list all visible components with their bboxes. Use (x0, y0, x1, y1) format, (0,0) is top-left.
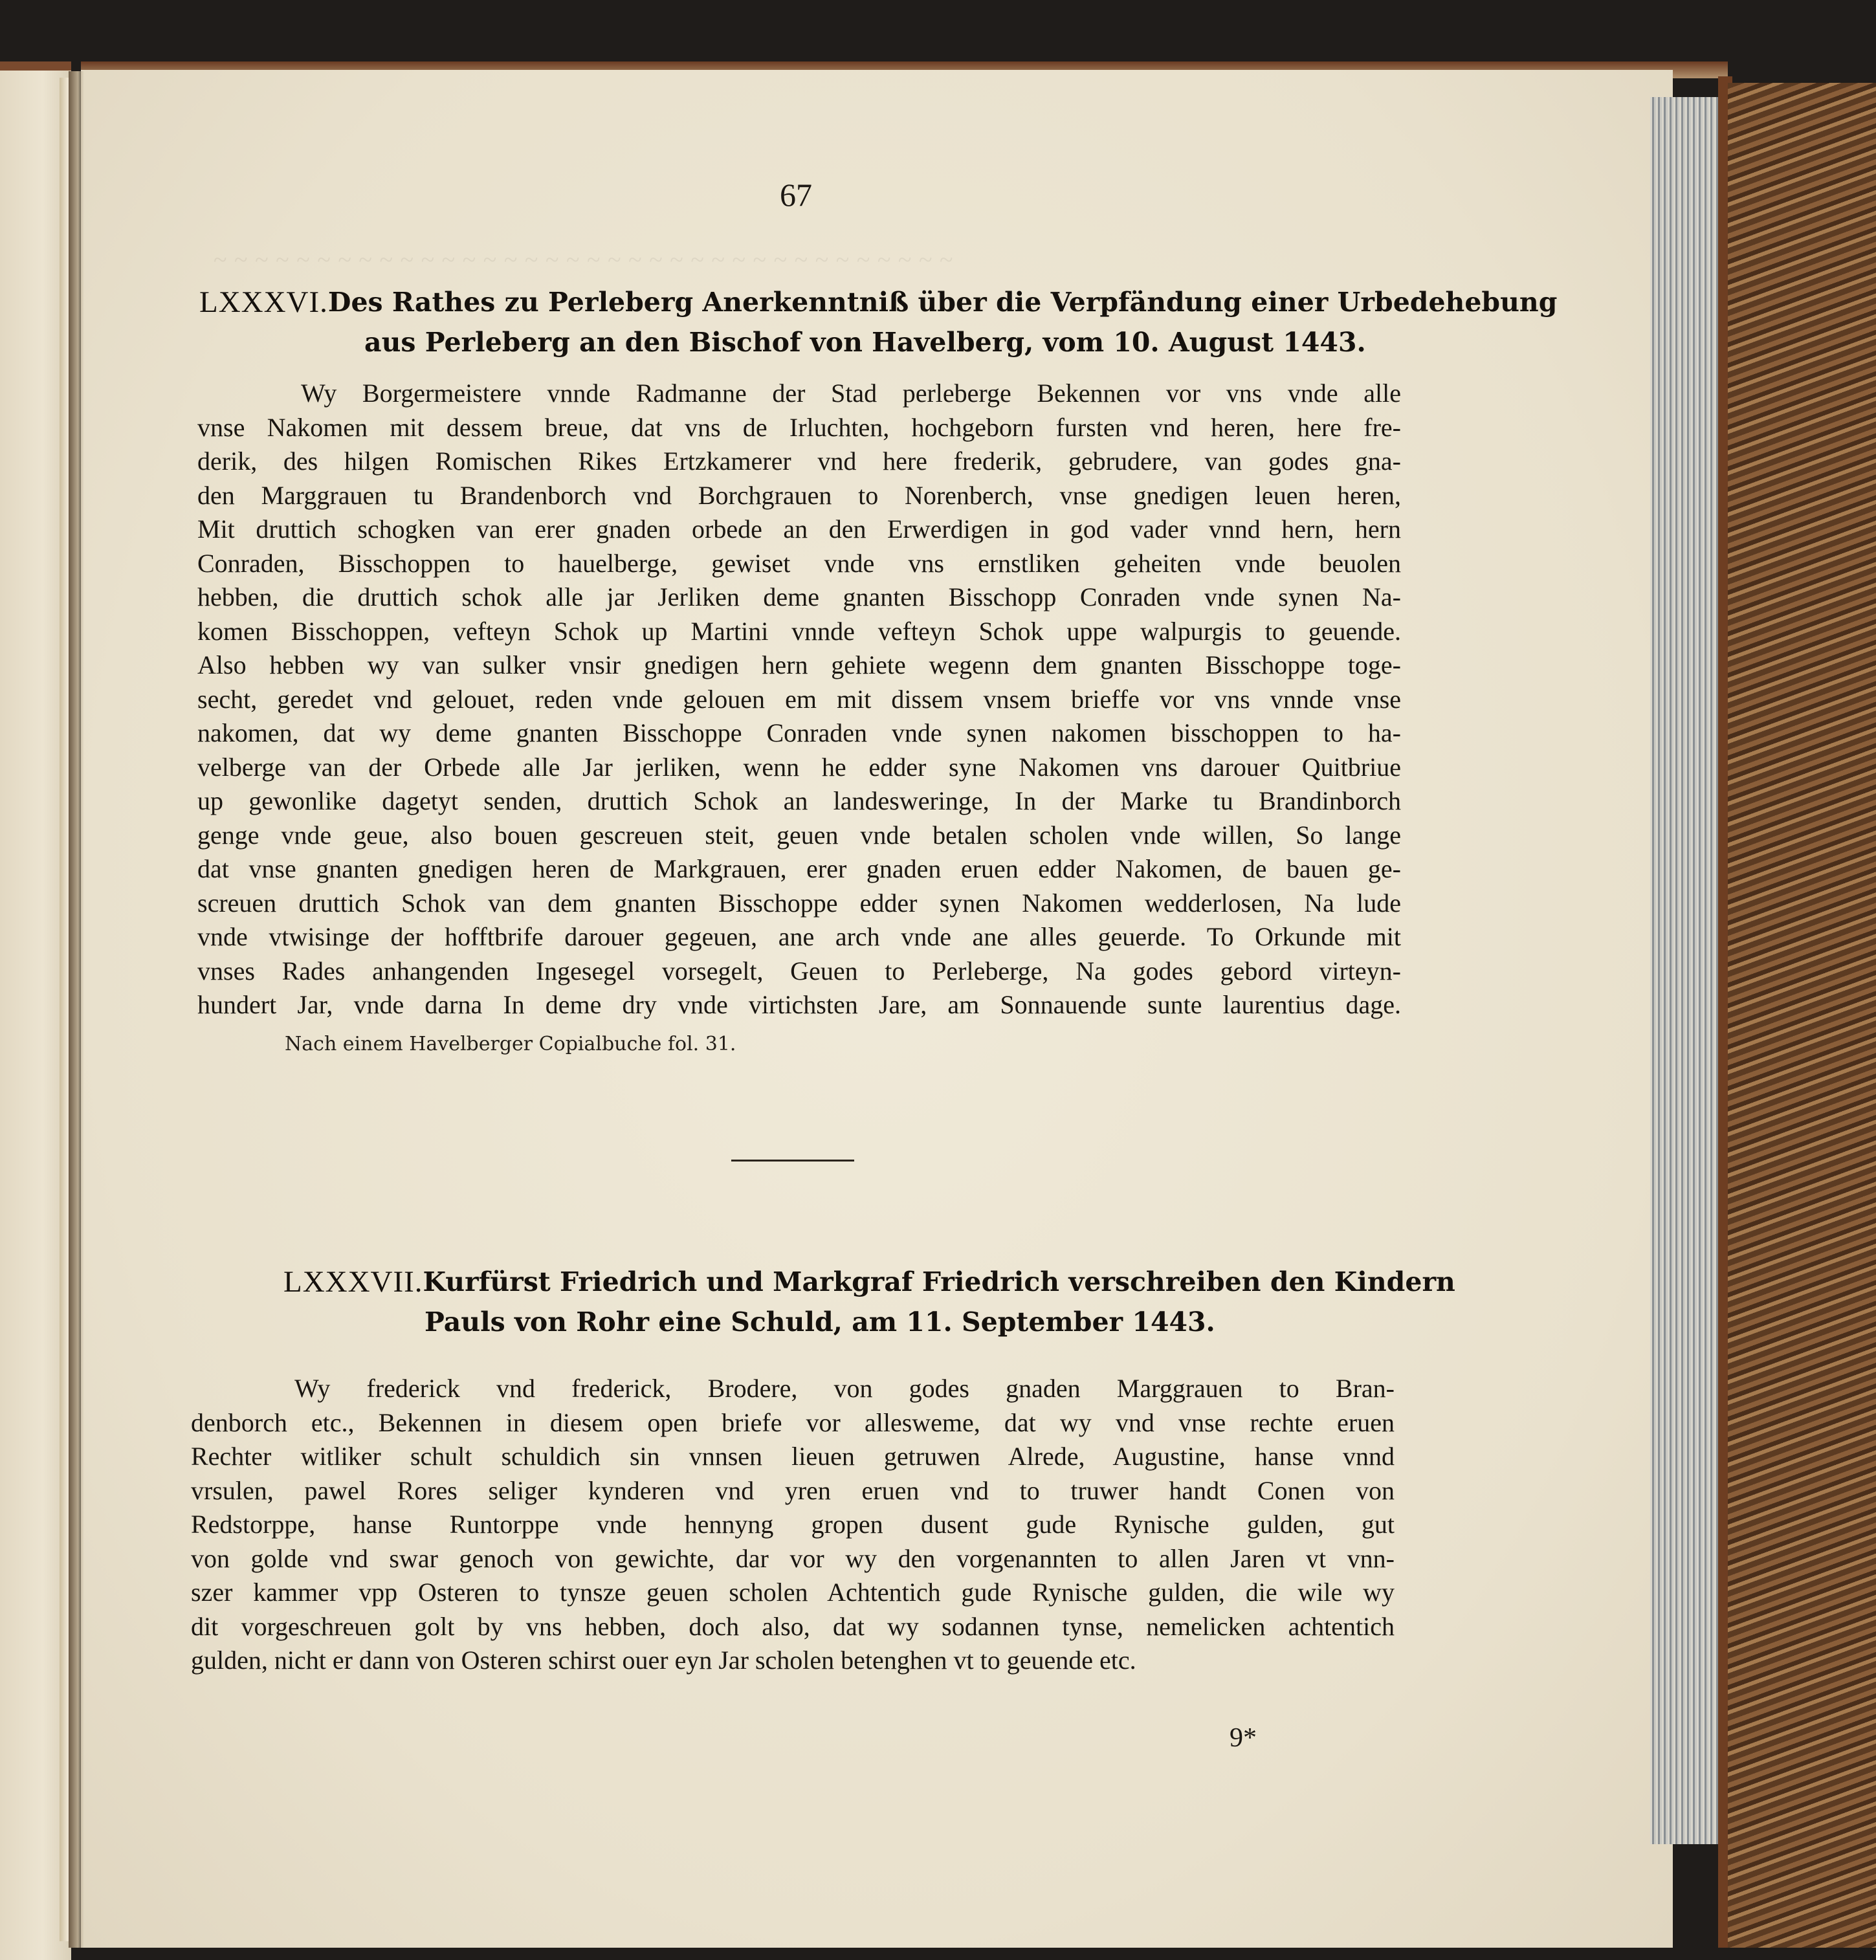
body-line: Also hebben wy van sulker vnsir gnedigen hern gehiete wegenn dem gnanten Bisschoppe toge- (197, 650, 1401, 679)
body-line: komen Bisschoppen, vefteyn Schok up Martini vnnde vefteyn Schok uppe walpurgis to geuende. (197, 616, 1401, 646)
show-through-texture: ~ ~ ~ ~ ~ ~ ~ ~ ~ ~ ~ ~ ~ ~ ~ ~ ~ ~ ~ ~ ~ ~ ~ ~ ~ ~ ~ ~ ~ ~ ~ ~ ~ ~ ~ ~ (214, 247, 954, 274)
body-line: vrsulen, pawel Rores seliger kynderen vnd yren eruen vnd to truwer handt Conen von (191, 1475, 1395, 1505)
body-line: velberge van der Orbede alle Jar jerliken, wenn he edder syne Nakomen vns darouer Quitbriue (197, 752, 1401, 782)
body-line: hundert Jar, vnde darna In deme dry vnde virtichsten Jare, am Sonnauende sunte laurentius dage. (197, 990, 1401, 1019)
body-line: vnse Nakomen mit dessem breue, dat vns de Irluchten, hochgeborn fursten vnd heren, here fre- (197, 412, 1401, 442)
body-line: dat vnse gnanten gnedigen heren de Markgrauen, erer gnaden eruen edder Nakomen, de bauen ge- (197, 854, 1401, 883)
section-86-heading (199, 282, 1558, 362)
section-87-title-line2: Pauls von Rohr eine Schuld, am 11. September 1443. (425, 1306, 1215, 1338)
section-86-title-line2: aus Perleberg an den Bischof von Havelberg, vom 10. August 1443. (364, 327, 1366, 358)
body-line: dit vorgeschreuen golt by vns hebben, doch also, dat wy sodannen tynse, nemelicken achtentich (191, 1611, 1395, 1641)
left-page-fold (60, 78, 69, 1941)
section-87-number: LXXXVII. (283, 1265, 423, 1299)
body-line: vnses Rades anhangenden Ingesegel vorsegelt, Geuen to Perleberge, Na godes gebord virteyn- (197, 956, 1401, 986)
body-line: gulden, nicht er dann von Osteren schirst ouer eyn Jar scholen betenghen vt to geuende etc. (191, 1646, 1136, 1675)
body-line: up gewonlike dagetyt senden, druttich Schok an landesweringe, In der Marke tu Brandinborch (197, 786, 1401, 815)
marbled-cover (1728, 83, 1876, 1948)
body-line: screuen druttich Schok van dem gnanten Bisschoppe edder synen Nakomen wedderlosen, Na lude (197, 888, 1401, 918)
body-line: Mit druttich schogken van erer gnaden orbede an den Erwerdigen in god vader vnnd hern, hern (197, 514, 1401, 544)
body-line: secht, geredet vnd gelouet, reden vnde gelouen em mit dissem vnsem brieffe vor vns vnnde vnse (197, 684, 1401, 714)
signature-mark: 9* (1230, 1723, 1257, 1753)
body-line: derik, des hilgen Romischen Rikes Ertzkamerer vnd here frederik, gebrudere, van godes gna- (197, 446, 1401, 476)
body-line: szer kammer vpp Osteren to tynsze geuen scholen Achtentich gude Rynische gulden, die wile wy (191, 1578, 1395, 1607)
section-86-number: LXXXVI. (199, 285, 328, 319)
section-87-heading (283, 1262, 1455, 1342)
section-87-title-line1: Kurfürst Friedrich und Markgraf Friedrich verschreiben den Kindern (423, 1266, 1455, 1297)
section-86-source-note: Nach einem Havelberger Copialbuche fol. 31. (285, 1033, 736, 1055)
section-divider-rule (731, 1160, 854, 1162)
body-line: nakomen, dat wy deme gnanten Bisschoppe Conraden vnde synen nakomen bisschoppen to ha- (197, 718, 1401, 747)
body-line: Rechter witliker schult schuldich sin vnnsen lieuen getruwen Alrede, Augustine, hanse vnnd (191, 1442, 1395, 1471)
body-line: den Marggrauen tu Brandenborch vnd Borchgrauen to Norenberch, vnse gnedigen leuen heren, (197, 480, 1401, 510)
body-line: genge vnde geue, also bouen gescreuen steit, geuen vnde betalen scholen vnde willen, So lange (197, 820, 1401, 850)
body-line: denborch etc., Bekennen in diesem open briefe vor alleswеme, dat wy vnd vnse rechte eruen (191, 1407, 1395, 1437)
gutter-shadow (69, 71, 84, 1948)
section-86-title-line1: Des Rathes zu Perleberg Anerkenntniß über die Verpfändung einer Urbedehebung (327, 287, 1558, 318)
section-87-body (191, 1372, 1395, 1678)
body-line: Wy frederick vnd frederick, Brodere, von godes gnaden Marggrauen to Bran- (294, 1374, 1395, 1403)
body-line: Conraden, Bisschoppen to hauelberge, gewiset vnde vns ernstliken geheiten vnde beuolen (197, 548, 1401, 578)
section-86-body (197, 377, 1401, 1022)
body-line: vnde vtwisinge der hofftbrife darouer gegeuen, ane arch vnde ane alles geuerde. To Orkunde mit (197, 922, 1401, 951)
body-line: hebben, die druttich schok alle jar Jerliken deme gnanten Bisschopp Conraden vnde synen Na- (197, 582, 1401, 611)
body-line: Wy Borgermeistere vnnde Radmanne der Stad perleberge Bekennen vor vns vnde alle (301, 379, 1401, 408)
body-line: von golde vnd swar genoch von gewichte, dar vor wy den vorgenannten to allen Jaren vt vnn- (191, 1543, 1395, 1573)
page-number: 67 (780, 177, 812, 213)
body-line: Redstorppe, hanse Runtorppe vnde hennyng gropen dusent gude Rynische gulden, gut (191, 1510, 1395, 1539)
